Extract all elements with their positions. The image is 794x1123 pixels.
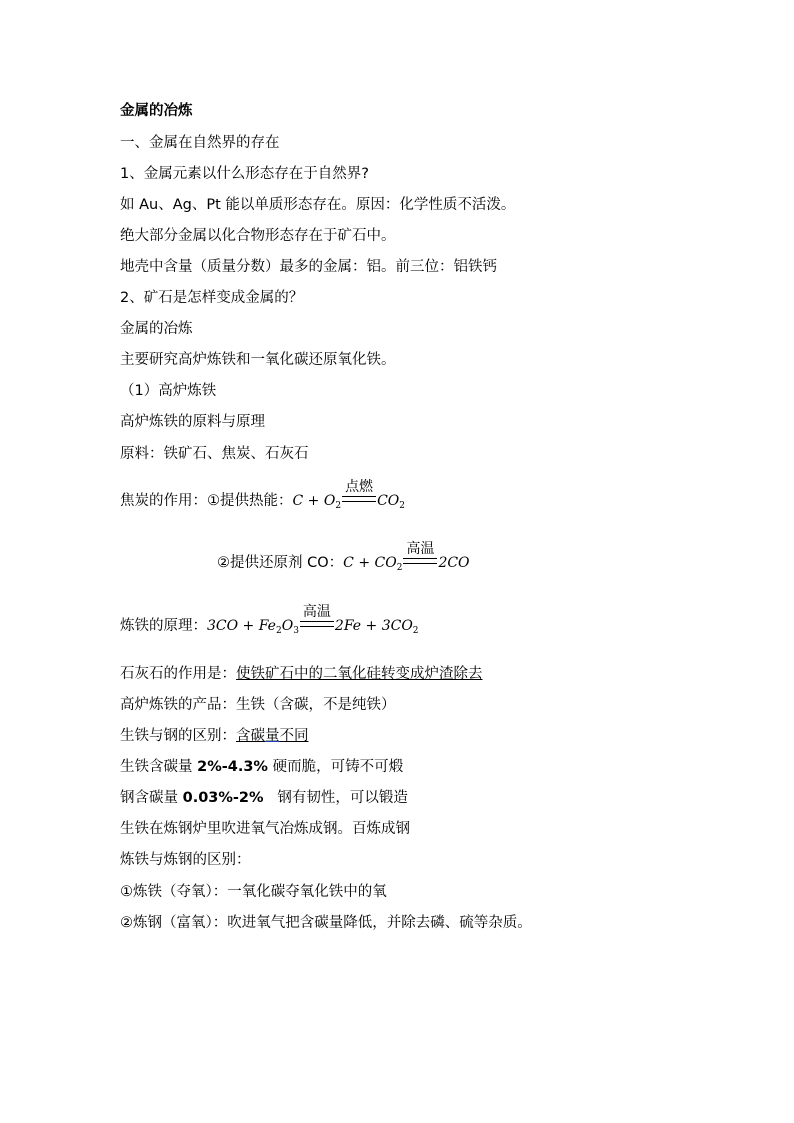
- diff-answer-part-a: 含碳: [236, 728, 265, 744]
- paragraph-raw-principle: 高炉炼铁的原料与原理: [120, 414, 265, 430]
- reaction-condition: 高温: [300, 616, 334, 636]
- coke-heat-equation: $C + O_2$ 点燃 $CO_2$: [292, 479, 405, 511]
- iron-principle-label: 炼铁的原理：: [120, 618, 207, 634]
- coke-heat-label: 焦炭的作用：①提供热能：: [120, 493, 293, 509]
- paragraph-diff-heading: 炼铁与炼钢的区别：: [120, 852, 251, 868]
- iron-principle-line: [120, 604, 419, 641]
- paragraph-study: 主要研究高炉炼铁和一氧化碳还原氧化铁。: [120, 352, 396, 368]
- paragraph-raw-materials: 原料：铁矿石、焦炭、石灰石: [120, 446, 309, 462]
- paragraph-steelmaking-oxygen: ②炼钢（富氧）：吹进氧气把含碳量降低，并除去磷、硫等杂质。: [120, 915, 532, 931]
- subheading-blast-furnace: （1）高炉炼铁: [120, 383, 217, 399]
- paragraph-compound: 绝大部分金属以化合物形态存在于矿石中。: [120, 228, 396, 244]
- paragraph-smelting: 金属的冶炼: [120, 321, 193, 337]
- paragraph-crust: 地壳中含量（质量分数）最多的金属：铝。前三位：铝铁钙: [120, 259, 497, 275]
- diff-answer-part-b: 量: [265, 728, 280, 744]
- paragraph-ironmaking-oxygen: ①炼铁（夺氧）：一氧化碳夺氧化铁中的氧: [120, 884, 387, 900]
- question-1: 1、金属元素以什么形态存在于自然界?: [120, 166, 369, 182]
- coke-reducer-line: [217, 541, 470, 578]
- paragraph-simple-substance: 如 Au、Ag、Pt 能以单质形态存在。原因：化学性质不活泼。: [120, 197, 516, 213]
- pig-steel-diff-line: 生铁与钢的区别：含碳量不同: [120, 728, 309, 744]
- pig-iron-carbon-value: 2%-4.3%: [197, 759, 268, 775]
- limestone-line: 石灰石的作用是：使铁矿石中的二氧化硅转变成炉渣除去: [120, 666, 483, 682]
- limestone-answer: 使铁矿石中的二氧化硅转变成炉渣除去: [236, 666, 483, 682]
- coke-reducer-label: ②提供还原剂 CO：: [217, 555, 344, 571]
- coke-reducer-equation: $C + CO_2$ 高温 2CO: [343, 541, 470, 573]
- steel-carbon-value: 0.03%-2%: [182, 790, 264, 806]
- question-2: 2、矿石是怎样变成金属的？: [120, 290, 304, 306]
- diff-answer-part-c: 不同: [279, 728, 309, 744]
- section-heading-1: 一、金属在自然界的存在: [120, 135, 280, 151]
- steel-carbon-line: 钢含碳量 0.03%-2% 钢有韧性，可以锻造: [120, 790, 408, 806]
- reaction-condition: 高温: [403, 553, 437, 573]
- pig-iron-carbon-line: 生铁含碳量 2%-4.3% 硬而脆，可铸不可煅: [120, 759, 404, 775]
- paragraph-product: 高炉炼铁的产品：生铁（含碳，不是纯铁）: [120, 697, 396, 713]
- paragraph-steelmaking: 生铁在炼钢炉里吹进氧气冶炼成钢。百炼成钢: [120, 821, 410, 837]
- reaction-condition: 点燃: [342, 491, 376, 511]
- doc-title: 金属的冶炼: [120, 103, 193, 119]
- coke-heat-line: [120, 479, 405, 516]
- iron-principle-equation: $3CO + Fe_2O_3$ 高温 $2Fe + 3CO_2$: [207, 604, 419, 636]
